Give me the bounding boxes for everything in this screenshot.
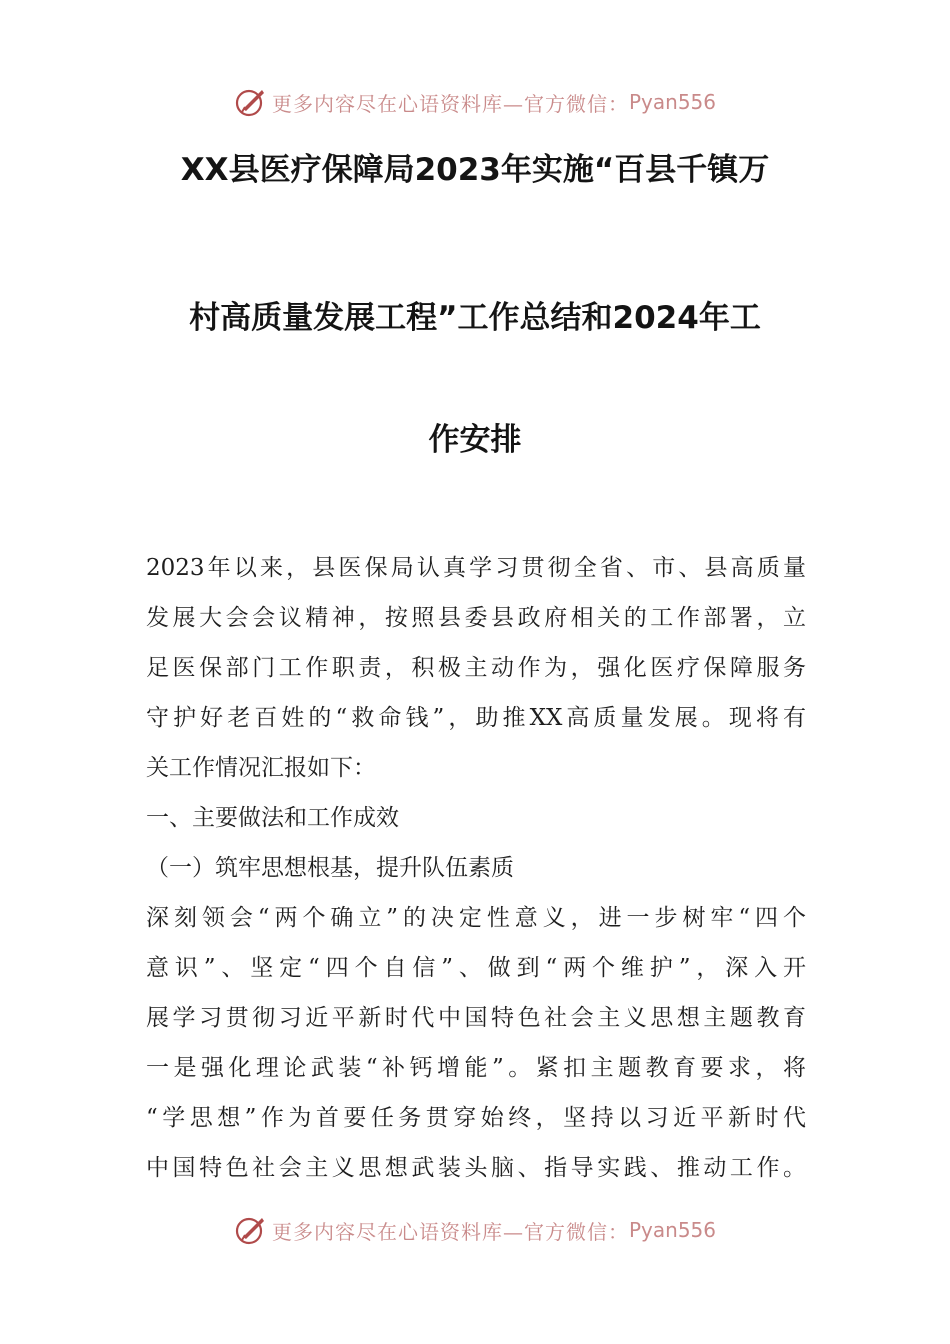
- header-banner-handle: Pyan556: [628, 90, 716, 114]
- title-line-2: 村高质量发展工程”工作总结和2024年工: [189, 300, 761, 336]
- body-line-2: 发展大会会议精神，按照县委县政府相关的工作部署，立: [146, 605, 806, 631]
- footer-banner-text: 更多内容尽在心语资料库—官方微信：: [271, 1219, 629, 1244]
- header-watermark-banner: [0, 80, 950, 124]
- section-heading: 一、主要做法和工作成效: [146, 805, 399, 831]
- footer-banner-handle: Pyan556: [628, 1218, 716, 1242]
- title-line-1: XX县医疗保障局2023年实施“百县千镇万: [180, 152, 770, 188]
- header-banner-text: 更多内容尽在心语资料库—官方微信：: [271, 91, 629, 116]
- body-line-10: 展学习贯彻习近平新时代中国特色社会主义思想主题教育: [146, 1005, 806, 1031]
- footer-watermark-banner: [0, 1208, 950, 1252]
- body-line-11: 一是强化理论武装“补钙增能”。紧扣主题教育要求，将: [146, 1055, 806, 1081]
- body-line-8: 深刻领会“两个确立”的决定性意义，进一步树牢“四个: [146, 905, 806, 931]
- quill-circle-icon: [234, 85, 268, 119]
- subsection-heading: （一）筑牢思想根基，提升队伍素质: [146, 855, 514, 881]
- body-line-1: 2023年以来，县医保局认真学习贯彻全省、市、县高质量: [146, 555, 806, 581]
- body-line-5: 关工作情况汇报如下：: [146, 755, 376, 781]
- quill-circle-icon: [234, 1213, 268, 1247]
- title-line-3: 作安排: [428, 422, 522, 458]
- body-line-9: 意识”、坚定“四个自信”、做到“两个维护”，深入开: [146, 955, 806, 981]
- body-line-13: 中国特色社会主义思想武装头脑、指导实践、推动工作。: [146, 1155, 806, 1181]
- body-line-4: 守护好老百姓的“救命钱”，助推XX高质量发展。现将有: [146, 705, 806, 731]
- body-line-3: 足医保部门工作职责，积极主动作为，强化医疗保障服务: [146, 655, 806, 681]
- body-line-12: “学思想”作为首要任务贯穿始终，坚持以习近平新时代: [146, 1105, 806, 1131]
